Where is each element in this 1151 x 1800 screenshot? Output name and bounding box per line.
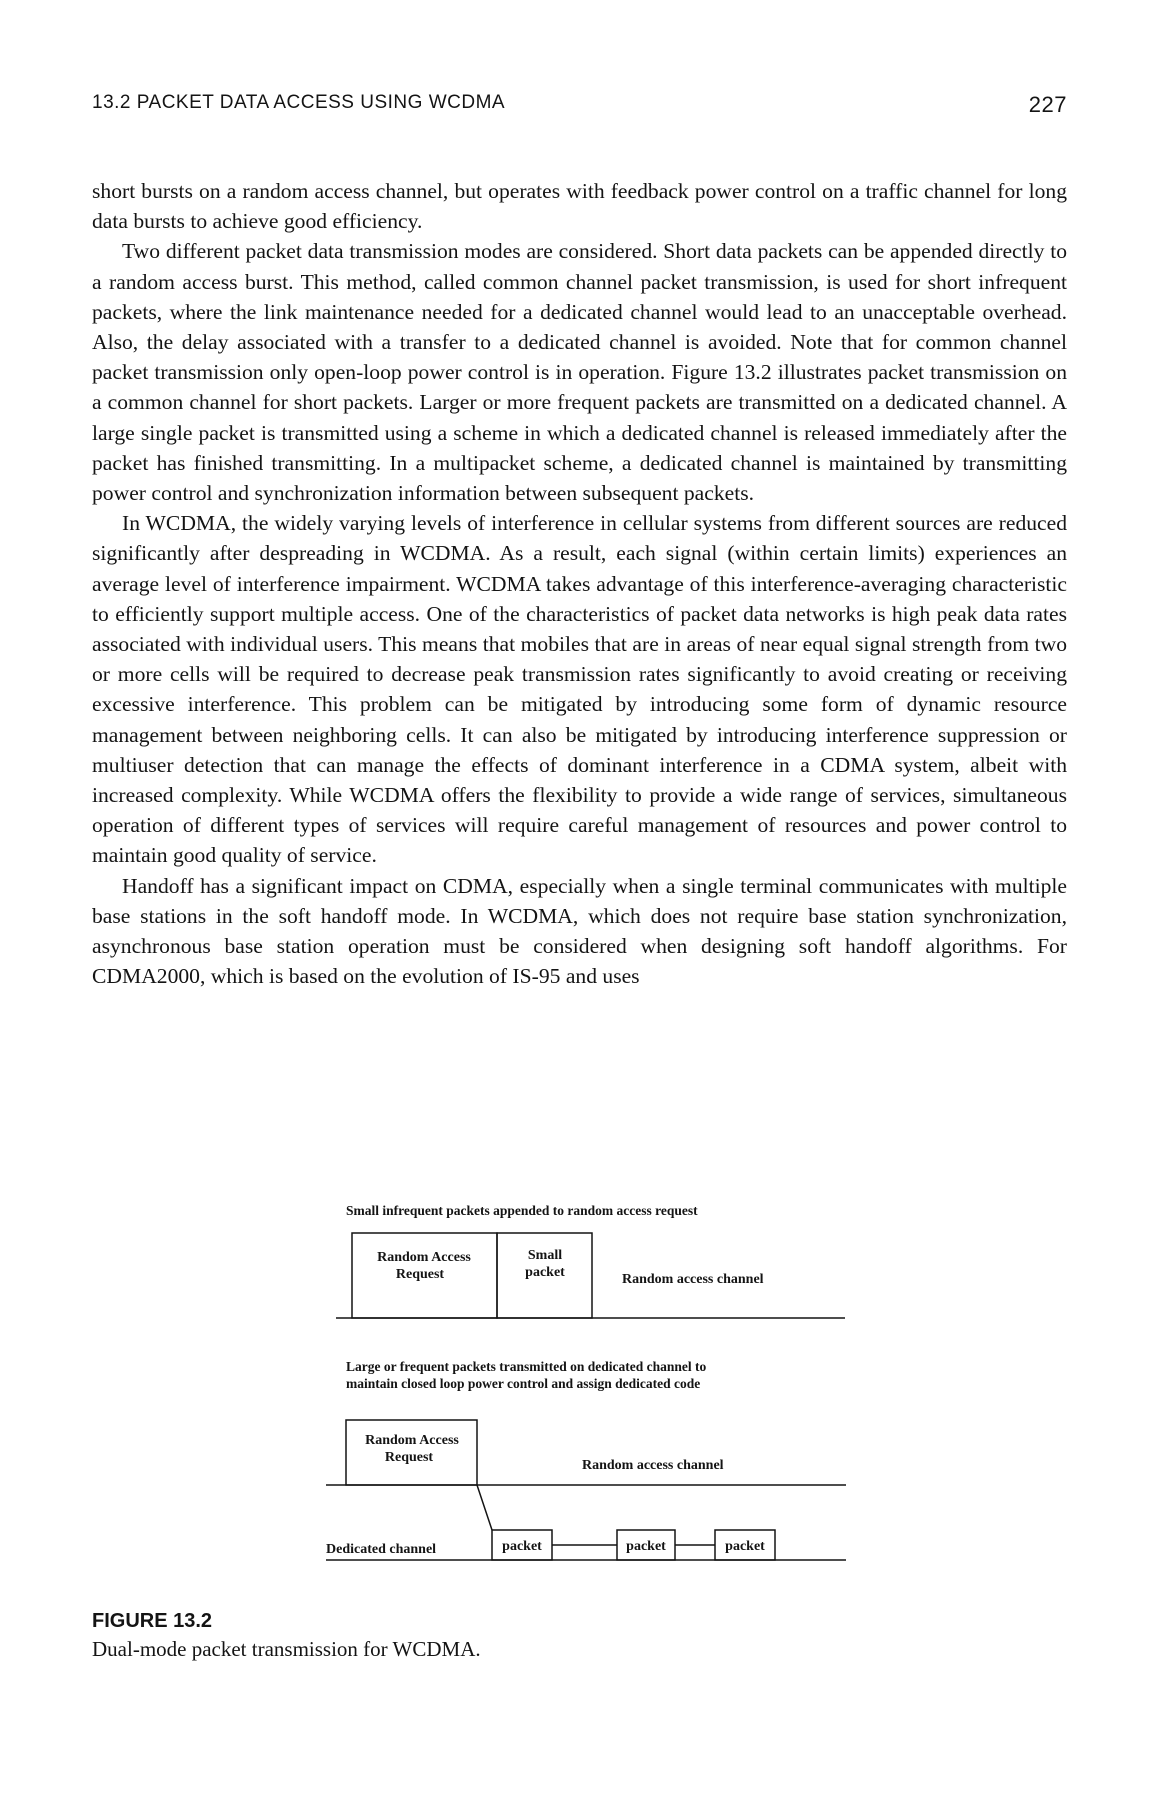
body-text [92, 176, 1067, 991]
top-rar-line2: Request [395, 1267, 445, 1282]
top-title: Small infrequent packets appended to random access request [346, 1203, 698, 1218]
figure-caption [92, 1607, 792, 1663]
top-small-line1: Small [527, 1248, 563, 1263]
bottom-channel-label: Random access channel [582, 1458, 724, 1473]
packet-label: packet [725, 1539, 765, 1554]
bottom-rar-line2: Request [384, 1450, 434, 1465]
dedicated-channel-label: Dedicated channel [326, 1542, 437, 1557]
packet-label: packet [502, 1539, 542, 1554]
paragraph: Handoff has a significant impact on CDMA, especially when a single terminal communicates with multiple base stations in the soft handoff mode. In WCDMA, which does not require base station synchronization, asynchronous base station operation must be considered when designing soft handoff algorithms. For CDMA2000, which is based on the evolution of IS-95 and uses [92, 873, 1067, 989]
figure-caption-text: Dual-mode packet transmission for WCDMA. [92, 1637, 481, 1661]
transfer-arrow [477, 1485, 492, 1530]
section-title: 13.2 PACKET DATA ACCESS USING WCDMA [92, 92, 506, 113]
packet-label: packet [626, 1539, 666, 1554]
paragraph: In WCDMA, the widely varying levels of interference in cellular systems from different sources are reduced significantly after despreading in WCDMA. As a result, each signal (within certain limits) experiences an average level of interference impairment. WCDMA takes advantage of this interference-averaging characteristic to efficiently support multiple access. One of the characteristics of packet data networks is high peak data rates associated with individual users. This means that mobiles that are in areas of near equal signal strength from two or more cells will be required to decrease peak transmission rates significantly to avoid creating or receiving excessive interference. This problem can be mitigated by introducing some form of dynamic resource management between neighboring cells. It can also be mitigated by introducing interference suppression or multiuser detection that can manage the effects of dominant interference in a CDMA system, albeit with increased complexity. While WCDMA offers the flexibility to provide a wide range of services, simultaneous operation of different types of services will require careful management of resources and power control to maintain good quality of service. [92, 511, 1067, 868]
paragraph: short bursts on a random access channel, but operates with feedback power control on a traffic channel for long data bursts to achieve good efficiency. [92, 179, 1067, 234]
paragraph: Two different packet data transmission modes are considered. Short data packets can be appended directly to a random access burst. This method, called common channel packet transmission, is used for short infrequent packets, where the link maintenance needed for a dedicated channel would lead to an unacceptable overhead. Also, the delay associated with a transfer to a dedicated channel is avoided. Note that for common channel packet transmission only open-loop power control is in operation. Figure 13.2 illustrates packet transmission on a common channel for short packets. Larger or more frequent packets are transmitted on a dedicated channel. A large single packet is transmitted using a scheme in which a dedicated channel is released immediately after the packet has finished transmitting. In a multipacket scheme, a dedicated channel is maintained by transmitting power control and synchronization information between subsequent packets. [92, 239, 1067, 506]
running-head [92, 92, 1067, 122]
top-rar-line1: Random Access [377, 1250, 471, 1265]
top-channel-label: Random access channel [622, 1272, 764, 1287]
figure-label: FIGURE 13.2 [92, 1610, 213, 1632]
top-small-line2: packet [525, 1265, 565, 1280]
figure-diagram [0, 1180, 1151, 1600]
bottom-title-line1: Large or frequent packets transmitted on dedicated channel to [346, 1359, 707, 1374]
bottom-rar-line1: Random Access [365, 1433, 459, 1448]
page-number: 227 [1028, 92, 1067, 117]
bottom-title-line2: maintain closed loop power control and assign dedicated code [346, 1376, 701, 1391]
